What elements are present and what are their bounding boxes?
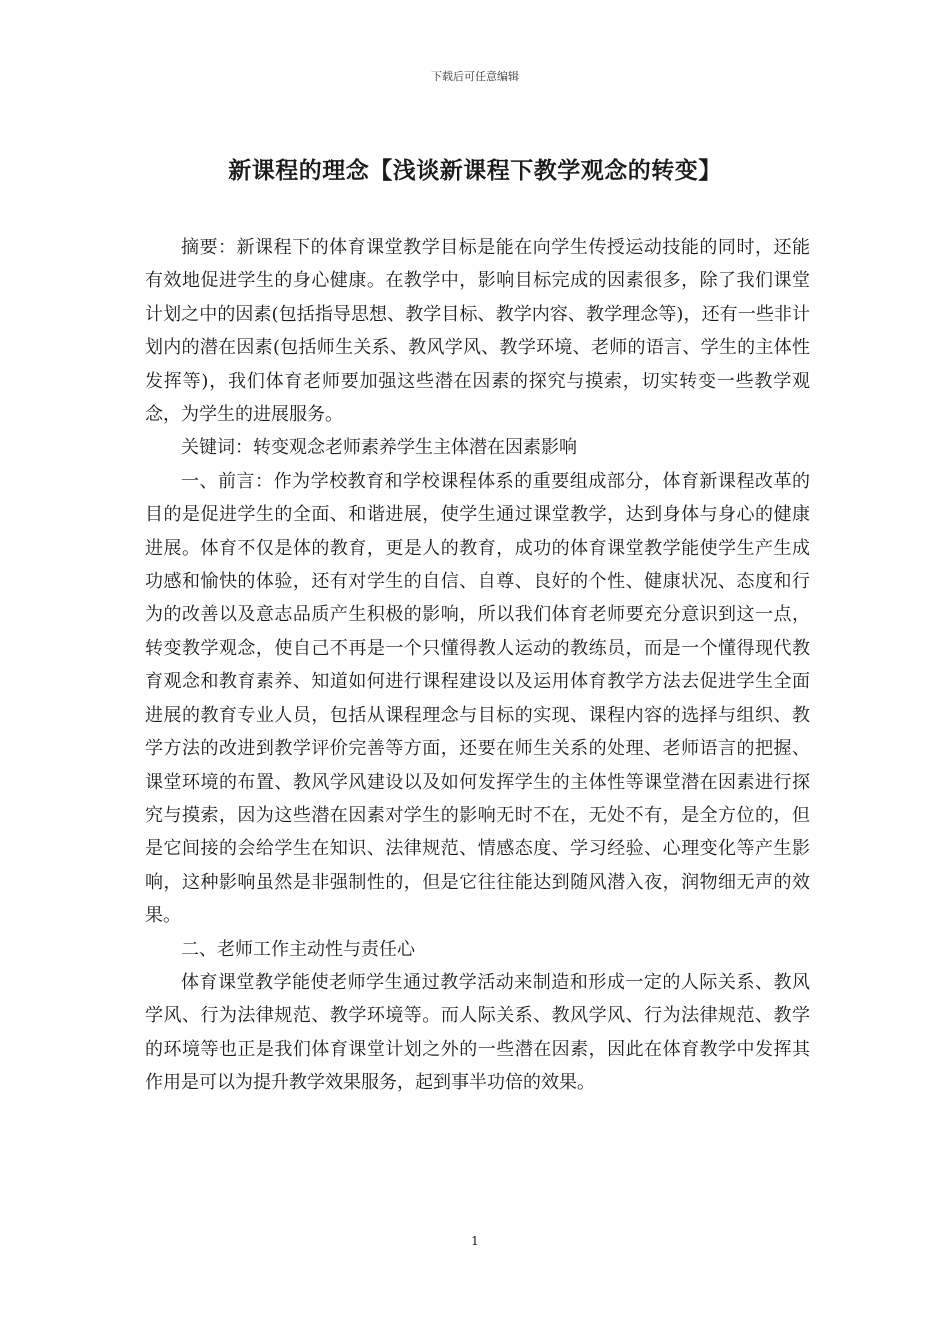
abstract-paragraph: 摘要：新课程下的体育课堂教学目标是能在向学生传授运动技能的同时，还能有效地促进学生的身心健康。在教学中，影响目标完成的因素很多，除了我们课堂计划之中的因素(包括指导思想、教学目标、教学内容、教学理念等)，还有一些非计划内的潜在因素(包括师生关系、教风学风、教学环境、老师的语言、学生的主体性发挥等)，我们体育老师要加强这些潜在因素的探究与摸索，切实转变一些教学观念，为学生的进展服务。: [145, 237, 810, 426]
keywords-paragraph: 关键词：转变观念老师素养学生主体潜在因素影响: [181, 437, 577, 459]
document-body: [145, 231, 810, 1100]
document-title: 新课程的理念【浅谈新课程下教学观念的转变】: [228, 157, 722, 184]
introduction-paragraph: 一、前言：作为学校教育和学校课程体系的重要组成部分，体育新课程改革的目的是促进学生的全面、和谐进展，使学生通过课堂教学，达到身体与身心的健康进展。体育不仅是体的教育，更是人的教育，成功的体育课堂教学能使学生产生成功感和愉快的体验，还有对学生的自信、自尊、良好的个性、健康状况、态度和行为的改善以及意志品质产生积极的影响，所以我们体育老师要充分意识到这一点，转变教学观念，使自己不再是一个只懂得教人运动的教练员，而是一个懂得现代教育观念和教育素养、知道如何进行课程建设以及运用体育教学方法去促进学生全面进展的教育专业人员，包括从课程理念与目标的实现、课程内容的选择与组织、教学方法的改进到教学评价完善等方面，还要在师生关系的处理、老师语言的把握、课堂环境的布置、教风学风建设以及如何发挥学生的主体性等课堂潜在因素进行探究与摸索，因为这些潜在因素对学生的影响无时不在，无处不有，是全方位的，但是它间接的会给学生在知识、法律规范、情感态度、学习经验、心理变化等产生影响，这种影响虽然是非强制性的，但是它往往能达到随风潜入夜，润物细无声的效果。: [145, 470, 810, 927]
section-2-paragraph: 体育课堂教学能使老师学生通过教学活动来制造和形成一定的人际关系、教风学风、行为法律规范、教学环境等。而人际关系、教风学风、行为法律规范、教学的环境等也正是我们体育课堂计划之外的一些潜在因素，因此在体育教学中发挥其作用是可以为提升教学效果服务，起到事半功倍的效果。: [145, 971, 810, 1094]
header-note: 下载后可任意编辑: [431, 70, 519, 83]
page-number: 1: [471, 1234, 479, 1248]
section-heading-2: 二、老师工作主动性与责任心: [181, 938, 415, 960]
